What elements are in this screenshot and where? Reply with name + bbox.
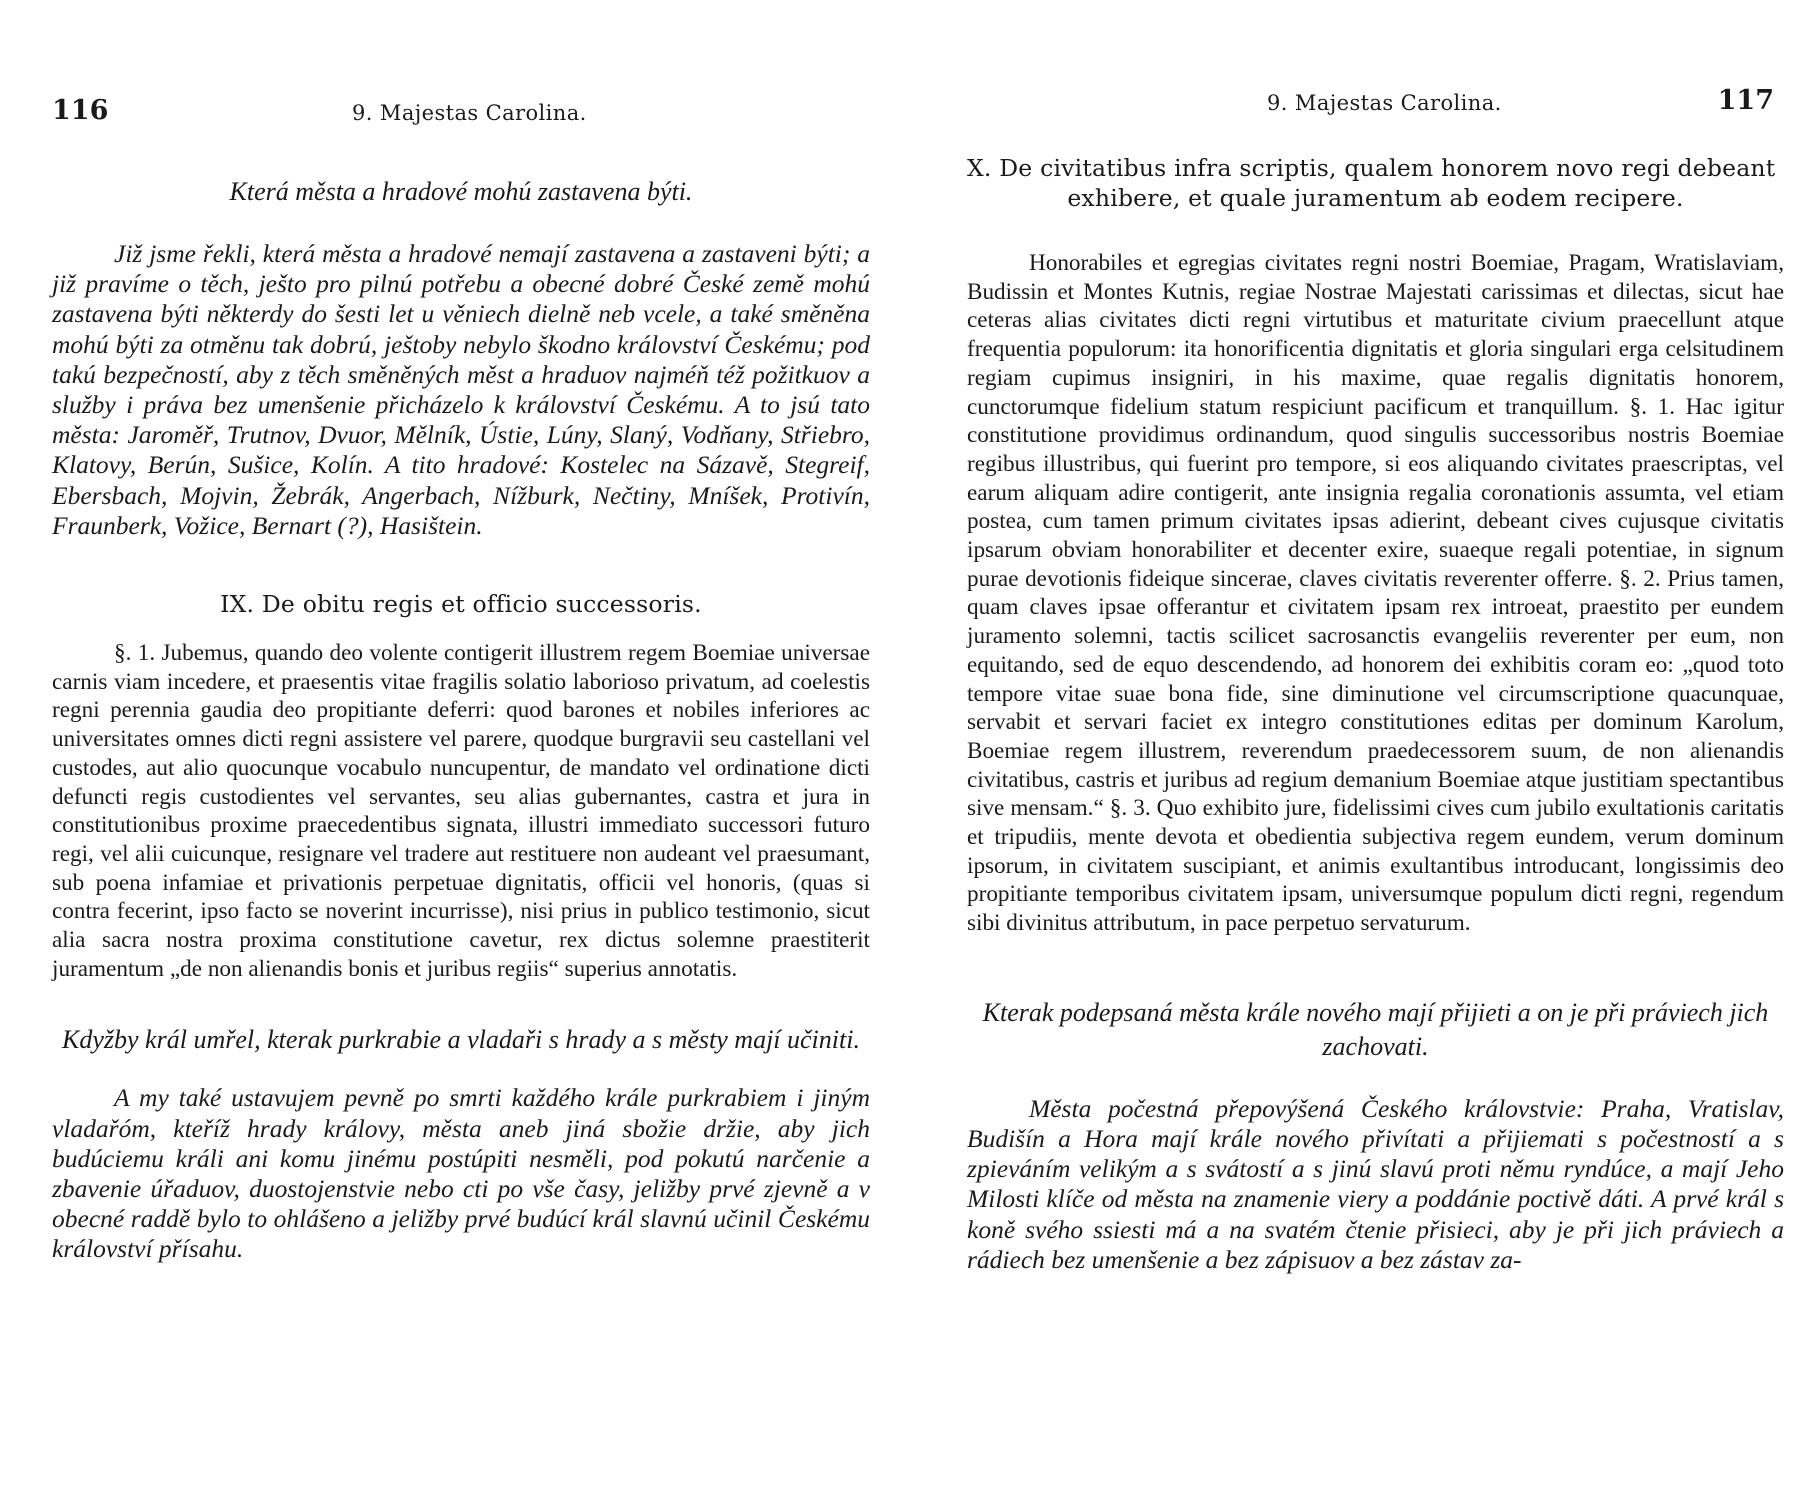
chapter-heading-line: X. De civitatibus infra scriptis, qualem honorem novo regi debeant	[967, 154, 1776, 182]
left-page-header	[52, 95, 870, 135]
latin-paragraph: §. 1. Jubemus, quando deo volente contigerit illustrem regem Boemiae universae carnis viam incedere, et praesentis vitae fragilis solatio laborioso privatum, ad coelestis regni perennia gaudia deo propitiante deferri: quod barones et nobiles inferiores ac universitates omnes dicti regni assistere vel parere, quodque burgravii seu castellani vel custodes, aut alio quocunque vocabulo nuncupentur, de mandato vel ordinatione dicti defuncti regis custodientes vel servantes, seu alias gubernantes, castra et jura in constitutionibus proxime praecedentibus signata, illustri immediato successori futuro regi, vel alii cuicunque, resignare vel tradere aut restituere non audeant vel praesumant, sub poena infamiae et privationis perpetuae dignitatis, officii vel honoris, (quas si contra fecerint, ipso facto se noverint incurrisse), nisi prius in publico testimonio, sicut alia sacra nostra proxima constitutione cavetur, rex dictus solemne praestiterit juramentum „de non alienandis bonis et juribus regiis“ superius annotatis.	[52, 640, 870, 982]
left-page	[0, 0, 900, 1500]
page-number: 116	[52, 95, 109, 126]
chapter-heading	[967, 153, 1784, 213]
czech-paragraph: Města počestná přepovýšená Českého královstvie: Praha, Vratislav, Budišín a Hora mají krále nového přivítati a přijiemati s počestností a s zpieváním velikým a s svátostí a s jinú slavú proti němu ryndúce, a mají Jeho Milosti klíče od města na znamenie viery a poddánie poctivě dáti. A prvé král s koně svého ssiesti má a na svatém čtenie přisieci, aby je při jich práviech a rádiech bez umenšenie a bez zápisuov a bez zástav za-	[967, 1093, 1784, 1274]
right-page	[955, 0, 1814, 1500]
czech-paragraph: Již jsme řekli, která města a hradové nemají zastavena a zastaveni býti; a již pravíme o těch, ješto pro pilnú potřebu a obecné dobré České země mohú zastavena býti některdy do šesti let u věniech dielně neb vcele, a také směněna mohú býti za otměnu tak dobrú, ještoby nebylo škodno království Českému; pod takú bezpečností, aby z těch směněných měst a hraduov najméň též požitkuov a služby i práva bez umenšenie přicházelo k království Českému. A to jsú tato města: Jaroměř, Trutnov, Dvuor, Mělník, Ústie, Lúny, Slaný, Vodňany, Střiebro, Klatovy, Berún, Sušice, Kolín. A tito hradové: Kostelec na Sázavě, Stegreif, Ebersbach, Mojvin, Žebrák, Angerbach, Nížburk, Nečtiny, Mníšek, Protivín, Fraunberk, Vožice, Bernart (?), Hasištein.	[52, 239, 870, 540]
running-head: 9. Majestas Carolina.	[1267, 91, 1502, 115]
chapter-heading: IX. De obitu regis et officio successoris.	[220, 590, 702, 619]
chapter-heading-line: exhibere, et quale juramentum ab eodem recipere.	[1067, 184, 1684, 212]
czech-heading: Kdyžby král umřel, kterak purkrabie a vladaři s hrady a s městy mají učiniti.	[62, 1025, 860, 1055]
czech-paragraph: A my také ustavujem pevně po smrti každého krále purkrabiem i jiným vladařóm, kteříž hrady královy, města aneb jiná sbožie držie, aby jich budúciemu králi ani komu jinému postúpiti nesměli, pod pokutú narčenie a zbavenie úřaduov, duostojenstvie nebo cti po vše časy, jeližby prvé zjevně a v obecné raddě bylo to ohlášeno a jeližby prvé budúcí král slavnú učinil Českému království přísahu.	[52, 1083, 870, 1264]
czech-heading: Kterak podepsaná města krále nového mají přijieti a on je při práviech jich zachovati.	[982, 997, 1769, 1061]
latin-paragraph: Honorabiles et egregias civitates regni nostri Boemiae, Pragam, Wratislaviam, Budissin et Montes Kutnis, regiae Nostrae Majestati carissimas et dilectas, sicut hae ceteras alias civitates dicti regni virtutibus et maturitate civium praecellunt atque frequentia populorum: ita honorificentia dignitatis et gloria singulari erga celsitudinem regiam cupimus insigniri, in his maxime, quae regalis dignitatis honorem, cunctorumque fidelium statum respiciunt pacificum et tranquillum. §. 1. Hac igitur constitutione providimus ordinandum, quod singulis successoribus nostris Boemiae regibus illustribus, qui fuerint pro tempore, si eos aliquando civitates praescriptas, vel earum aliquam adire contigerit, ante insignia regalia coronationis assumta, vel etiam postea, cum tamen primum civitates ipsas adierint, debeant cives cujusque civitatis ipsarum obviam honorabiliter et decenter exire, suaeque regali potentiae, in signum purae devotionis fideique sincerae, claves civitatis reverenter offerre. §. 2. Prius tamen, quam claves ipsae offerantur et civitatem ipsam rex introeat, praestito per eundem juramento solemni, tactis scilicet sacrosanctis evangeliis reverenter per eum, non equitando, sed de equo descendendo, ad honorem dei exhibitis coram eo: „quod toto tempore vitae suae bona fide, sine diminutione vel circumscriptione quacunquae, servabit et servari faciet ex integro constitutiones editas per dominum Karolum, Boemiae regem illustrem, reverendum praedecessorem suum, de non alienandis civitatibus, castris et juribus ad regium demanium Boemiae atque justitiam spectantibus sive mensam.“ §. 3. Quo exhibito jure, fidelissimi cives cum jubilo exultationis caritatis et tripudiis, mente devota et obedientia subjectiva regem eundem, verum dominum ipsorum, in civitatem suscipiant, et animis exultantibus introducant, longissimis deo propitiante temporibus civitatem ipsam, universumque populum dicti regni, regendum sibi divinitus attributum, in pace perpetuo servaturum.	[967, 250, 1784, 937]
czech-heading: Která města a hradové mohú zastavena býti.	[229, 177, 693, 206]
page-number: 117	[1717, 85, 1774, 116]
running-head: 9. Majestas Carolina.	[352, 101, 587, 125]
right-page-header	[967, 85, 1784, 125]
